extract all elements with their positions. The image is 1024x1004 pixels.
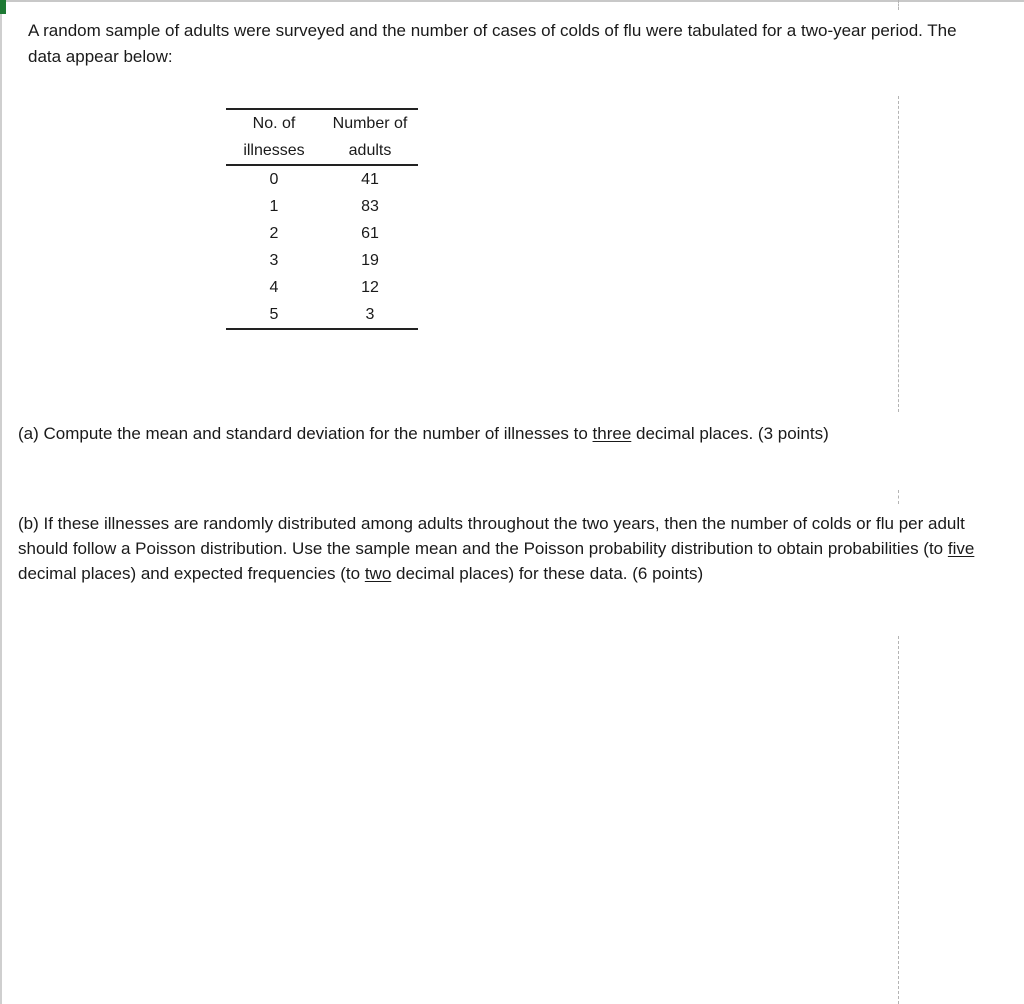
illness-data-table: [226, 108, 418, 330]
table-header-row: [226, 137, 418, 165]
page-break-line: [898, 636, 899, 1004]
table-header-row: [226, 109, 418, 137]
illness-count-cell: 1: [269, 197, 279, 215]
header-adults-line1: Number of: [322, 109, 418, 137]
table-row: [226, 193, 418, 220]
header-adults-line2: adults: [322, 137, 418, 165]
sheet-top-border: [0, 0, 1024, 2]
illness-count-cell: 2: [269, 224, 279, 242]
header-illnesses-line1: No. of: [226, 109, 322, 137]
table-row: [226, 247, 418, 274]
illness-count-cell: 4: [269, 278, 279, 296]
adults-count-cell: 41: [361, 170, 379, 188]
page-break-line: [898, 96, 899, 412]
question-a-underlined-word: three: [592, 424, 632, 443]
page-break-line: [898, 0, 899, 10]
selected-cell-marker: [0, 0, 6, 14]
header-illnesses-line2: illnesses: [226, 137, 322, 165]
question-b-text-part2: decimal places) and expected frequencies (to: [18, 564, 365, 583]
table-row: [226, 220, 418, 247]
table-row: [226, 274, 418, 301]
adults-count-cell: 83: [361, 197, 379, 215]
adults-count-cell: 61: [361, 224, 379, 242]
table-row: [226, 165, 418, 193]
table-row: [226, 301, 418, 329]
adults-count-cell: 3: [322, 301, 418, 329]
question-a-text-start: (a) Compute the mean and standard deviation for the number of illnesses to: [18, 424, 593, 443]
question-b-text-part1: (b) If these illnesses are randomly distributed among adults throughout the two years, then the number of colds or flu per adult should follow a Poisson distribution. Use the sample mean and the Poisson probability distribution to obtain probabilities (to: [18, 514, 965, 558]
page-break-line: [898, 490, 899, 504]
question-b-underlined-word-1: five: [947, 539, 975, 558]
illness-count-cell: 5: [226, 301, 322, 329]
question-b-underlined-word-2: two: [364, 564, 392, 583]
adults-count-cell: 12: [361, 278, 379, 296]
illness-count-cell: 3: [269, 251, 279, 269]
intro-text: A random sample of adults were surveyed and the number of cases of colds of flu were tabulated for a two-year period. The data appear below:: [28, 21, 957, 66]
question-a-text-end: decimal places. (3 points): [631, 424, 829, 443]
question-b: [18, 511, 978, 586]
question-b-text-part3: decimal places) for these data. (6 points): [391, 564, 704, 583]
question-a: [18, 421, 978, 446]
sheet-left-border: [0, 0, 2, 1004]
illness-count-cell: 0: [269, 170, 279, 188]
adults-count-cell: 19: [361, 251, 379, 269]
